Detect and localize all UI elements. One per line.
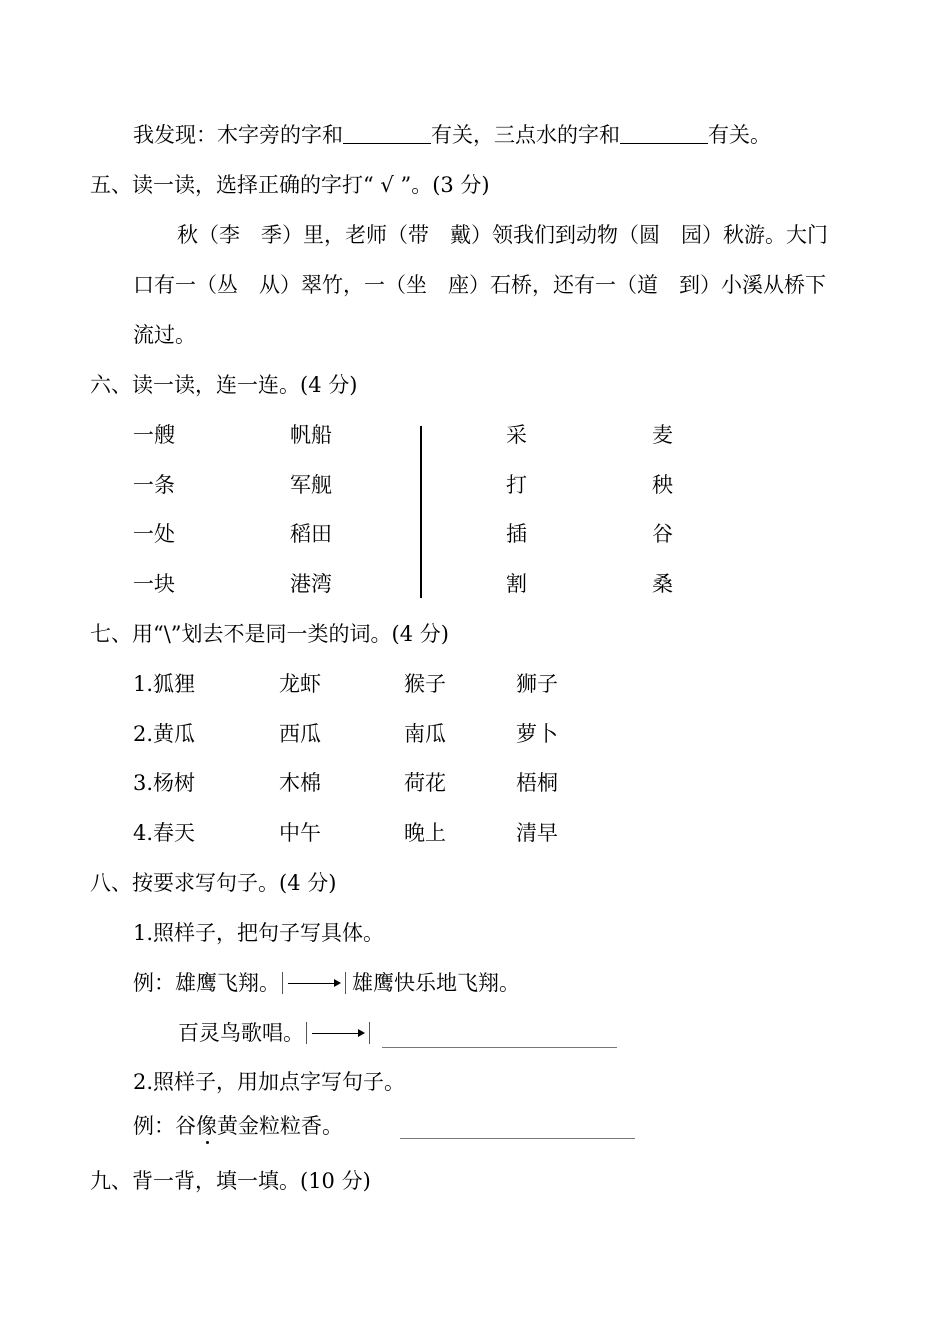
- finding-line: [133, 120, 771, 150]
- word-item[interactable]: 中午: [279, 821, 321, 845]
- example-1-label: 例：雄鹰飞翔。: [133, 971, 280, 995]
- answer-line-2[interactable]: [400, 1138, 635, 1139]
- match-noun[interactable]: 港湾: [290, 572, 332, 596]
- q5-line-2[interactable]: 口有一（丛 从）翠竹，一（坐 座）石桥，还有一（道 到）小溪从桥下: [133, 273, 826, 297]
- word-item[interactable]: 晚上: [404, 821, 446, 845]
- q9-title: 九、背一背，填一填。(10 分): [90, 1169, 371, 1193]
- example-1: [133, 968, 520, 998]
- task-1: [178, 1018, 376, 1048]
- match-object[interactable]: 麦: [652, 423, 673, 447]
- measure-word[interactable]: 一处: [133, 522, 175, 546]
- column-divider: [420, 426, 422, 598]
- example-2-rest: 黄金粒粒香。: [217, 1114, 343, 1138]
- word-item[interactable]: 萝卜: [516, 722, 558, 746]
- dotted-char: 像: [196, 1114, 217, 1138]
- finding-prefix: 我发现：木字旁的字和: [133, 123, 343, 147]
- word-item[interactable]: 木棉: [279, 771, 321, 795]
- q6-title: 六、读一读，连一连。(4 分): [90, 373, 358, 397]
- q8-title: 八、按要求写句子。(4 分): [90, 871, 337, 895]
- q7-title: 七、用“\”划去不是同一类的词。(4 分): [90, 622, 449, 646]
- word-item[interactable]: 西瓜: [279, 722, 321, 746]
- word-item[interactable]: 荷花: [404, 771, 446, 795]
- q8-sub1: 1.照样子，把句子写具体。: [133, 921, 385, 945]
- task-1-sentence: 百灵鸟歌唱。: [178, 1021, 304, 1045]
- word-item[interactable]: 梧桐: [516, 771, 558, 795]
- word-item[interactable]: 龙虾: [279, 672, 321, 696]
- answer-blank-1[interactable]: [343, 121, 431, 144]
- arrow-icon: [282, 972, 346, 994]
- match-object[interactable]: 秧: [652, 473, 673, 497]
- match-noun[interactable]: 军舰: [290, 473, 332, 497]
- example-2: [133, 1111, 343, 1141]
- word-item[interactable]: 4.春天: [133, 821, 196, 845]
- example-2-label: 例：谷: [133, 1114, 196, 1138]
- answer-blank-2[interactable]: [620, 121, 708, 144]
- word-item[interactable]: 狮子: [516, 672, 558, 696]
- match-noun[interactable]: 帆船: [290, 423, 332, 447]
- finding-suffix: 有关。: [708, 123, 771, 147]
- word-item[interactable]: 2.黄瓜: [133, 722, 196, 746]
- match-verb[interactable]: 插: [506, 522, 527, 546]
- arrow-icon: [306, 1022, 370, 1044]
- finding-mid: 有关，三点水的字和: [431, 123, 620, 147]
- q5-line-1[interactable]: 秋（李 季）里，老师（带 戴）领我们到动物（圆 园）秋游。大门: [177, 223, 828, 247]
- match-verb[interactable]: 采: [506, 423, 527, 447]
- q5-line-3: 流过。: [133, 323, 196, 347]
- word-item[interactable]: 1.狐狸: [133, 672, 196, 696]
- measure-word[interactable]: 一条: [133, 473, 175, 497]
- match-noun[interactable]: 稻田: [290, 522, 332, 546]
- word-item[interactable]: 3.杨树: [133, 771, 196, 795]
- match-object[interactable]: 谷: [652, 522, 673, 546]
- match-object[interactable]: 桑: [652, 572, 673, 596]
- answer-line-1[interactable]: [382, 1047, 617, 1048]
- measure-word[interactable]: 一艘: [133, 423, 175, 447]
- word-item[interactable]: 清早: [516, 821, 558, 845]
- word-item[interactable]: 猴子: [404, 672, 446, 696]
- match-verb[interactable]: 割: [506, 572, 527, 596]
- q5-title: 五、读一读，选择正确的字打“ √ ”。(3 分): [90, 173, 490, 197]
- word-item[interactable]: 南瓜: [404, 722, 446, 746]
- q8-sub2: 2.照样子，用加点字写句子。: [133, 1070, 406, 1094]
- measure-word[interactable]: 一块: [133, 572, 175, 596]
- match-verb[interactable]: 打: [506, 473, 527, 497]
- example-1-result: 雄鹰快乐地飞翔。: [352, 971, 520, 995]
